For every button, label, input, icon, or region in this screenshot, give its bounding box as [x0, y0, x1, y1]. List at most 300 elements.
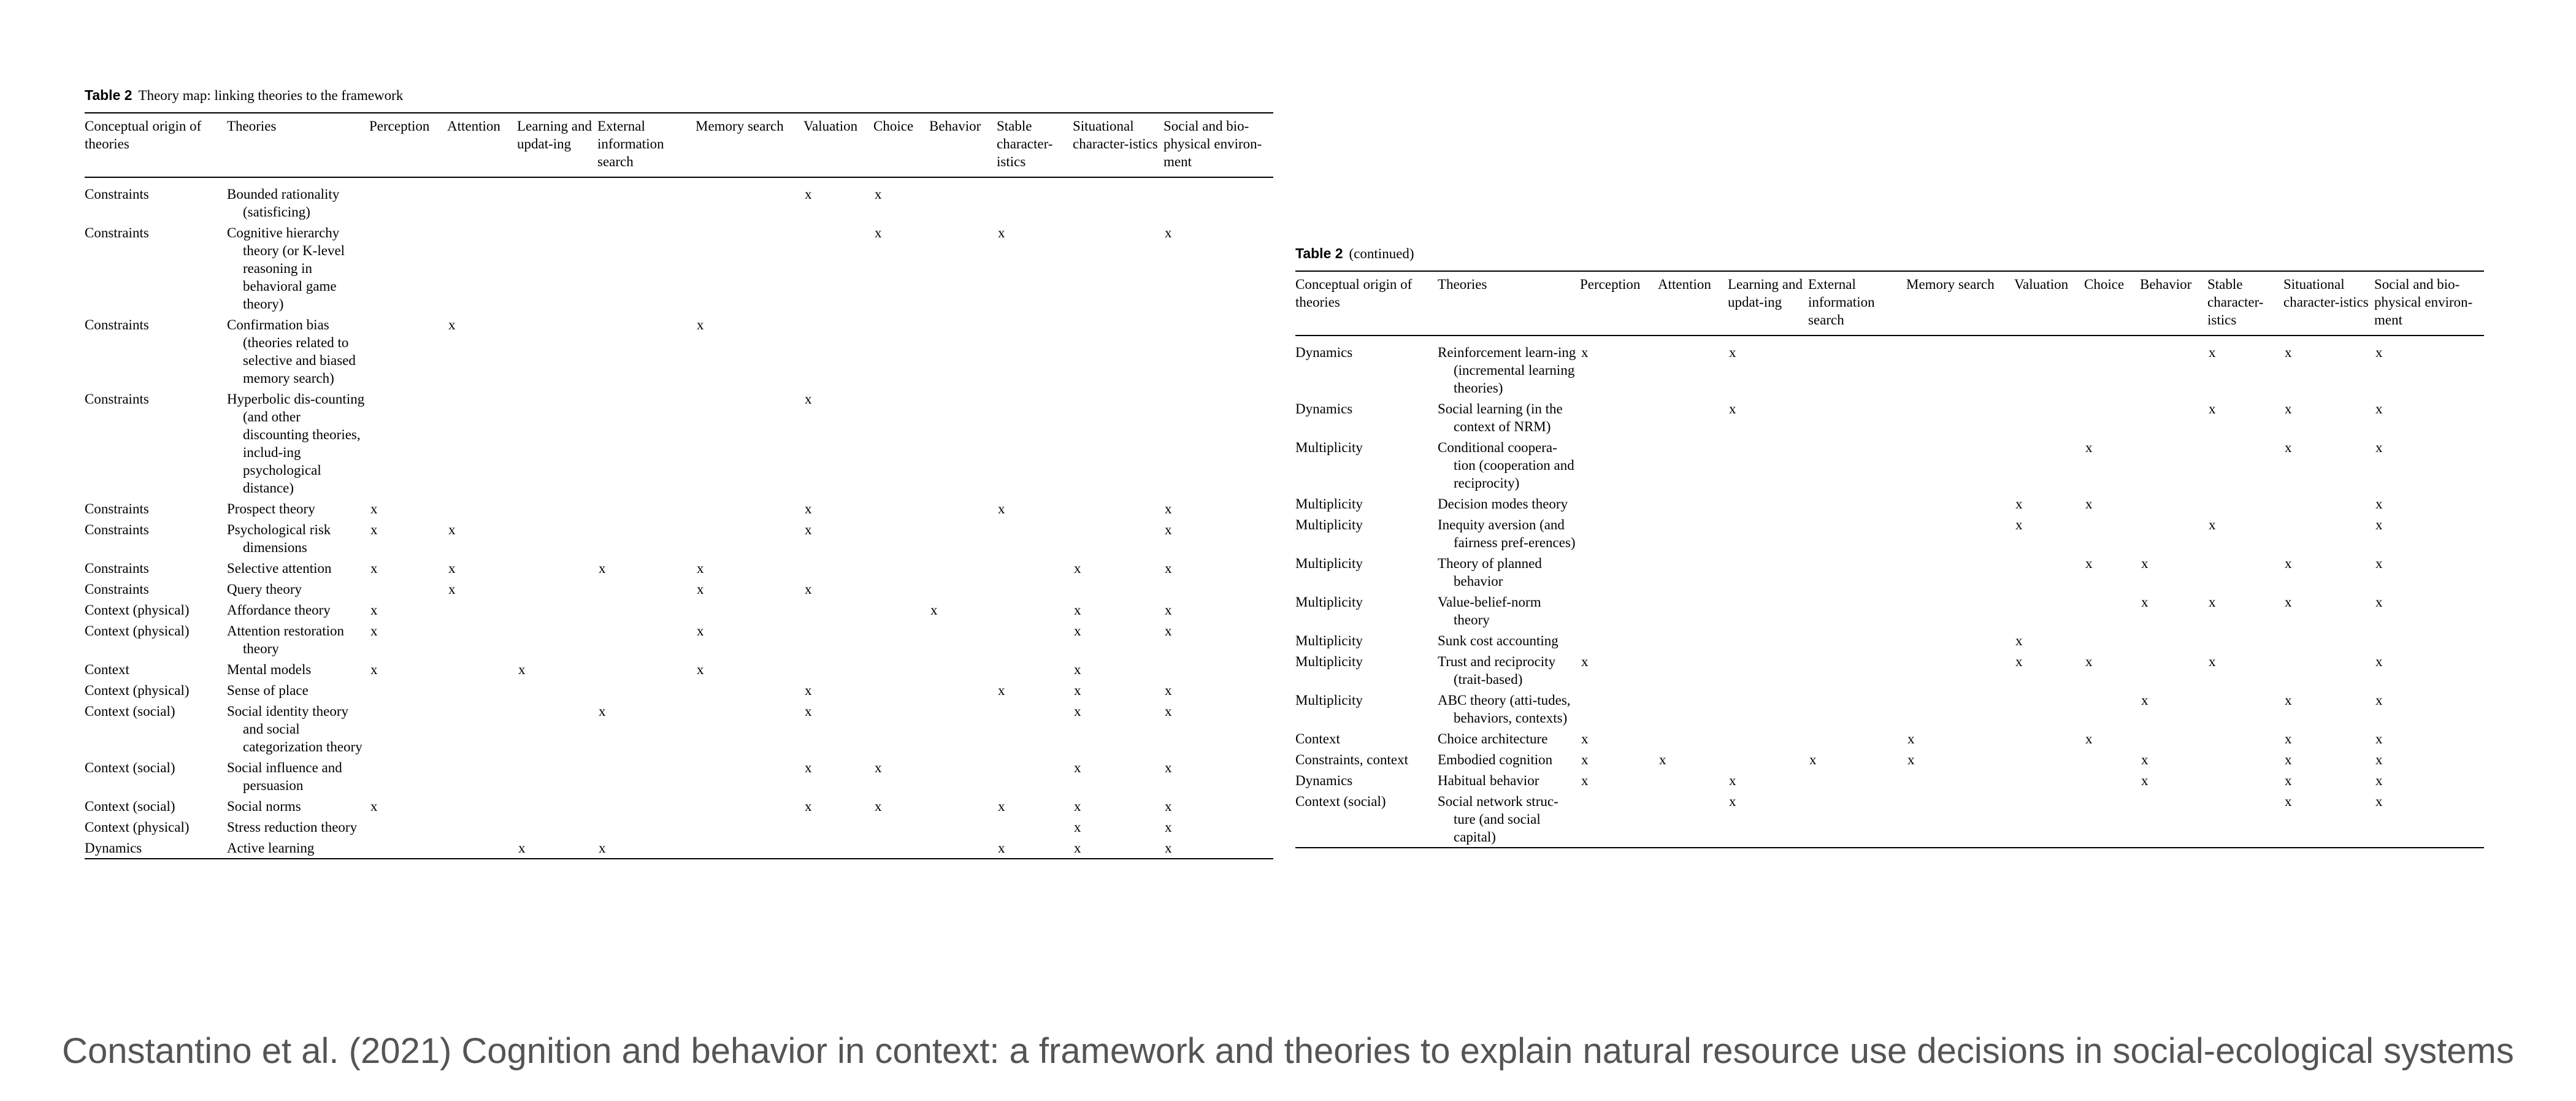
table-row: [1295, 749, 2484, 770]
mark-cell: x: [599, 561, 606, 576]
mark-cell: [517, 757, 597, 796]
table-panel-left: [85, 87, 1273, 859]
mark-cell: [1658, 493, 1728, 514]
origin-cell: Context (social): [1295, 794, 1386, 809]
mark-cell: [2140, 336, 2207, 398]
mark-cell: [369, 177, 447, 222]
mark-cell: [1808, 651, 1906, 689]
mark-cell: x: [2375, 594, 2383, 610]
mark-cell: [929, 757, 997, 796]
mark-cell: [1906, 493, 2014, 514]
mark-cell: x: [1729, 773, 1736, 788]
mark-cell: [873, 680, 929, 700]
theory-cell: Decision modes theory: [1438, 496, 1568, 512]
mark-cell: x: [1074, 602, 1081, 618]
mark-cell: [1658, 630, 1728, 651]
column-header: Behavior: [2140, 277, 2192, 292]
mark-cell: [1906, 791, 2014, 848]
mark-cell: [517, 700, 597, 757]
mark-cell: [997, 578, 1073, 599]
origin-cell: Dynamics: [1295, 345, 1353, 360]
mark-cell: [517, 177, 597, 222]
mark-cell: [1658, 689, 1728, 728]
mark-cell: [696, 388, 803, 498]
mark-cell: [1073, 498, 1163, 519]
column-header: Learning and updat-ing: [1728, 277, 1803, 310]
mark-cell: [517, 796, 597, 816]
mark-cell: x: [1165, 704, 1172, 719]
mark-cell: [2140, 398, 2207, 437]
mark-cell: [2140, 791, 2207, 848]
mark-cell: [2014, 749, 2084, 770]
theory-cell: Habitual behavior: [1438, 773, 1539, 788]
mark-cell: [2207, 493, 2283, 514]
mark-cell: [447, 757, 517, 796]
column-header: Attention: [447, 118, 500, 134]
mark-cell: [369, 314, 447, 388]
theory-cell: Social learning (in the context of NRM): [1438, 401, 1563, 434]
mark-cell: x: [805, 683, 812, 698]
mark-cell: x: [2015, 517, 2023, 532]
theory-cell: Attention restoration theory: [227, 623, 344, 656]
mark-cell: [2207, 791, 2283, 848]
mark-cell: [1808, 336, 1906, 398]
mark-cell: x: [1581, 731, 1589, 746]
mark-cell: [929, 837, 997, 859]
mark-cell: [1580, 437, 1658, 493]
mark-cell: x: [2015, 496, 2023, 512]
theory-cell: Embodied cognition: [1438, 752, 1553, 767]
mark-cell: [2207, 689, 2283, 728]
column-header: Conceptual origin of theories: [1295, 277, 1413, 310]
mark-cell: [1580, 553, 1658, 591]
mark-cell: [2014, 689, 2084, 728]
mark-cell: [447, 177, 517, 222]
theory-cell: Selective attention: [227, 561, 332, 576]
mark-cell: [597, 757, 696, 796]
mark-cell: [2084, 770, 2140, 791]
origin-cell: Context (social): [85, 799, 175, 814]
theory-map-table-continued: [1295, 270, 2484, 848]
theory-cell: Prospect theory: [227, 501, 315, 516]
mark-cell: [1728, 591, 1808, 630]
origin-cell: Multiplicity: [1295, 654, 1363, 669]
mark-cell: [1808, 770, 1906, 791]
mark-cell: [1728, 437, 1808, 493]
mark-cell: [1728, 630, 1808, 651]
mark-cell: [2207, 630, 2283, 651]
mark-cell: [2207, 553, 2283, 591]
theory-cell: Choice architecture: [1438, 731, 1548, 746]
mark-cell: [803, 816, 873, 837]
mark-cell: x: [1907, 731, 1915, 746]
mark-cell: [2084, 336, 2140, 398]
theory-cell: Psychological risk dimensions: [227, 522, 331, 555]
origin-cell: Context (physical): [85, 819, 190, 835]
mark-cell: [1728, 553, 1808, 591]
mark-cell: [1658, 398, 1728, 437]
mark-cell: x: [2375, 556, 2383, 571]
mark-cell: [517, 314, 597, 388]
mark-cell: [873, 816, 929, 837]
theory-cell: Sunk cost accounting: [1438, 633, 1558, 648]
mark-cell: [2014, 591, 2084, 630]
theory-cell: Conditional coopera-tion (cooperation and reciprocity): [1438, 440, 1574, 491]
origin-cell: Constraints, context: [1295, 752, 1408, 767]
table-row: [85, 222, 1273, 314]
mark-cell: [369, 816, 447, 837]
mark-cell: x: [2285, 345, 2292, 360]
column-header: Stable character-istics: [2207, 277, 2264, 328]
mark-cell: [517, 578, 597, 599]
table-row: [1295, 591, 2484, 630]
theory-map-table: [85, 112, 1273, 859]
table-row: [1295, 791, 2484, 848]
mark-cell: [2374, 630, 2484, 651]
mark-cell: [997, 314, 1073, 388]
mark-cell: [2140, 493, 2207, 514]
mark-cell: [1808, 728, 1906, 749]
origin-cell: Context (physical): [85, 623, 190, 639]
mark-cell: [369, 388, 447, 498]
mark-cell: [997, 757, 1073, 796]
mark-cell: x: [875, 760, 882, 775]
column-header: Perception: [369, 118, 430, 134]
mark-cell: [696, 757, 803, 796]
mark-cell: x: [1165, 840, 1172, 856]
mark-cell: x: [1165, 819, 1172, 835]
mark-cell: x: [2141, 773, 2149, 788]
column-header: External information search: [597, 118, 664, 169]
mark-cell: [517, 519, 597, 558]
mark-cell: [997, 659, 1073, 680]
mark-cell: [597, 816, 696, 837]
mark-cell: x: [697, 581, 704, 597]
mark-cell: [1906, 514, 2014, 553]
mark-cell: x: [998, 840, 1005, 856]
mark-cell: x: [2209, 654, 2216, 669]
mark-cell: [517, 388, 597, 498]
mark-cell: [2084, 791, 2140, 848]
origin-cell: Context (social): [85, 760, 175, 775]
column-header: Situational character-istics: [2283, 277, 2369, 310]
mark-cell: [1658, 553, 1728, 591]
table-caption: [85, 87, 1273, 104]
mark-cell: [1728, 651, 1808, 689]
mark-cell: [517, 558, 597, 578]
mark-cell: [696, 796, 803, 816]
column-header: Valuation: [803, 118, 858, 134]
mark-cell: [873, 498, 929, 519]
table-row: [85, 837, 1273, 859]
mark-cell: x: [2285, 556, 2292, 571]
origin-cell: Multiplicity: [1295, 556, 1363, 571]
mark-cell: x: [805, 391, 812, 407]
table-title: Theory map: linking theories to the framework: [138, 88, 404, 103]
mark-cell: x: [2141, 556, 2149, 571]
mark-cell: [1808, 514, 1906, 553]
mark-cell: [447, 498, 517, 519]
mark-cell: x: [1165, 623, 1172, 639]
mark-cell: [1808, 553, 1906, 591]
mark-cell: [1906, 770, 2014, 791]
theory-cell: Mental models: [227, 662, 312, 677]
table-row: [85, 700, 1273, 757]
mark-cell: x: [2209, 517, 2216, 532]
mark-cell: [873, 599, 929, 620]
mark-cell: [803, 558, 873, 578]
mark-cell: [2207, 437, 2283, 493]
mark-cell: [369, 837, 447, 859]
mark-cell: [2014, 553, 2084, 591]
mark-cell: x: [1074, 704, 1081, 719]
table-row: [85, 620, 1273, 659]
origin-cell: Context (physical): [85, 602, 190, 618]
origin-cell: Dynamics: [85, 840, 142, 856]
origin-cell: Multiplicity: [1295, 594, 1363, 610]
table-row: [85, 558, 1273, 578]
mark-cell: x: [2285, 594, 2292, 610]
mark-cell: x: [2285, 692, 2292, 708]
mark-cell: [1808, 437, 1906, 493]
mark-cell: [2283, 493, 2374, 514]
mark-cell: x: [1581, 345, 1589, 360]
mark-cell: x: [599, 840, 606, 856]
mark-cell: [597, 659, 696, 680]
mark-cell: [1163, 388, 1273, 498]
mark-cell: x: [2209, 345, 2216, 360]
mark-cell: x: [998, 683, 1005, 698]
mark-cell: [2283, 651, 2374, 689]
column-header: Social and bio-physical environ-ment: [1163, 118, 1262, 169]
theory-cell: Cognitive hierarchy theory (or K-level reasoning in behavioral game theory): [227, 225, 345, 312]
mark-cell: x: [2375, 654, 2383, 669]
table-body: [1295, 336, 2484, 848]
mark-cell: x: [1165, 225, 1172, 240]
mark-cell: x: [875, 799, 882, 814]
column-header: Choice: [873, 118, 914, 134]
mark-cell: [1163, 177, 1273, 222]
mark-cell: x: [1074, 561, 1081, 576]
mark-cell: [1658, 791, 1728, 848]
mark-cell: [2084, 398, 2140, 437]
column-header: Stable character-istics: [997, 118, 1053, 169]
column-header: Memory search: [696, 118, 784, 134]
mark-cell: x: [448, 522, 456, 537]
mark-cell: [517, 222, 597, 314]
mark-cell: [517, 816, 597, 837]
mark-cell: x: [2375, 345, 2383, 360]
mark-cell: [2014, 791, 2084, 848]
mark-cell: [929, 796, 997, 816]
mark-cell: [873, 659, 929, 680]
mark-cell: [597, 177, 696, 222]
mark-cell: [997, 816, 1073, 837]
mark-cell: [696, 519, 803, 558]
mark-cell: [929, 680, 997, 700]
mark-cell: x: [2141, 692, 2149, 708]
origin-cell: Constraints: [85, 501, 149, 516]
theory-cell: Social network struc-ture (and social capital): [1438, 794, 1558, 845]
table-row: [85, 388, 1273, 498]
origin-cell: Constraints: [85, 186, 149, 202]
mark-cell: x: [2285, 794, 2292, 809]
mark-cell: x: [1165, 602, 1172, 618]
mark-cell: x: [1074, 683, 1081, 698]
mark-cell: [517, 599, 597, 620]
mark-cell: [1163, 314, 1273, 388]
mark-cell: [1580, 791, 1658, 848]
origin-cell: Context: [85, 662, 129, 677]
mark-cell: [1906, 591, 2014, 630]
mark-cell: x: [370, 522, 378, 537]
mark-cell: [997, 558, 1073, 578]
mark-cell: x: [2375, 517, 2383, 532]
mark-cell: [929, 222, 997, 314]
theory-cell: Value-belief-norm theory: [1438, 594, 1541, 627]
mark-cell: x: [2285, 773, 2292, 788]
mark-cell: [696, 700, 803, 757]
mark-cell: [1658, 770, 1728, 791]
mark-cell: x: [1074, 662, 1081, 677]
origin-cell: Context (physical): [85, 683, 190, 698]
mark-cell: x: [805, 501, 812, 516]
theory-cell: ABC theory (atti-tudes, behaviors, contexts): [1438, 692, 1571, 726]
mark-cell: [447, 388, 517, 498]
mark-cell: [597, 796, 696, 816]
mark-cell: x: [1165, 501, 1172, 516]
mark-cell: [997, 519, 1073, 558]
column-header: Conceptual origin of theories: [85, 118, 202, 152]
theory-cell: Affordance theory: [227, 602, 331, 618]
mark-cell: [2140, 728, 2207, 749]
mark-cell: [696, 222, 803, 314]
mark-cell: [447, 659, 517, 680]
mark-cell: [929, 388, 997, 498]
mark-cell: x: [1074, 623, 1081, 639]
mark-cell: [803, 314, 873, 388]
mark-cell: x: [2375, 496, 2383, 512]
mark-cell: [2207, 749, 2283, 770]
mark-cell: x: [2375, 794, 2383, 809]
origin-cell: Context: [1295, 731, 1340, 746]
column-header: Theories: [227, 118, 277, 134]
table-row: [1295, 689, 2484, 728]
mark-cell: [1658, 591, 1728, 630]
mark-cell: [1808, 630, 1906, 651]
mark-cell: [2140, 437, 2207, 493]
mark-cell: [447, 837, 517, 859]
mark-cell: [2207, 770, 2283, 791]
mark-cell: x: [2141, 594, 2149, 610]
mark-cell: [803, 659, 873, 680]
table-row: [1295, 728, 2484, 749]
mark-cell: x: [1074, 840, 1081, 856]
mark-cell: x: [1165, 561, 1172, 576]
mark-cell: x: [370, 561, 378, 576]
mark-cell: [597, 222, 696, 314]
mark-cell: x: [1729, 345, 1736, 360]
mark-cell: x: [518, 840, 526, 856]
mark-cell: [1906, 437, 2014, 493]
mark-cell: [517, 498, 597, 519]
mark-cell: x: [448, 561, 456, 576]
origin-cell: Context (social): [85, 704, 175, 719]
origin-cell: Constraints: [85, 317, 149, 332]
table-row: [1295, 336, 2484, 398]
table-label: Table 2: [1295, 245, 1343, 261]
mark-cell: x: [1581, 654, 1589, 669]
mark-cell: [1728, 728, 1808, 749]
mark-cell: [1073, 519, 1163, 558]
mark-cell: [873, 314, 929, 388]
mark-cell: [447, 222, 517, 314]
mark-cell: [696, 680, 803, 700]
mark-cell: [1580, 398, 1658, 437]
mark-cell: [1906, 553, 2014, 591]
mark-cell: x: [2209, 594, 2216, 610]
mark-cell: [1580, 630, 1658, 651]
column-header: Memory search: [1906, 277, 1995, 292]
mark-cell: x: [448, 317, 456, 332]
mark-cell: [597, 680, 696, 700]
mark-cell: x: [2285, 752, 2292, 767]
mark-cell: x: [875, 186, 882, 202]
header-row: [1295, 271, 2484, 336]
mark-cell: [2014, 770, 2084, 791]
mark-cell: [873, 700, 929, 757]
mark-cell: [997, 700, 1073, 757]
mark-cell: [997, 599, 1073, 620]
mark-cell: x: [2375, 440, 2383, 455]
mark-cell: x: [2085, 654, 2093, 669]
mark-cell: x: [2375, 401, 2383, 416]
mark-cell: [1728, 749, 1808, 770]
mark-cell: [2140, 651, 2207, 689]
mark-cell: x: [1907, 752, 1915, 767]
mark-cell: [2014, 336, 2084, 398]
mark-cell: x: [1659, 752, 1666, 767]
theory-cell: Theory of planned behavior: [1438, 556, 1542, 589]
mark-cell: x: [1581, 752, 1589, 767]
mark-cell: [597, 388, 696, 498]
mark-cell: [447, 620, 517, 659]
mark-cell: x: [2015, 654, 2023, 669]
mark-cell: x: [1165, 683, 1172, 698]
mark-cell: [1808, 493, 1906, 514]
mark-cell: x: [1809, 752, 1817, 767]
mark-cell: [1728, 514, 1808, 553]
mark-cell: [2084, 749, 2140, 770]
mark-cell: [597, 620, 696, 659]
mark-cell: [2140, 514, 2207, 553]
mark-cell: x: [998, 501, 1005, 516]
table-label: Table 2: [85, 87, 132, 103]
table-row: [1295, 437, 2484, 493]
mark-cell: [1728, 493, 1808, 514]
mark-cell: x: [2209, 401, 2216, 416]
table-panel-right: [1295, 245, 2484, 848]
mark-cell: x: [370, 602, 378, 618]
mark-cell: x: [805, 581, 812, 597]
mark-cell: x: [370, 623, 378, 639]
mark-cell: x: [697, 662, 704, 677]
mark-cell: [696, 837, 803, 859]
table-row: [1295, 493, 2484, 514]
table-row: [1295, 770, 2484, 791]
mark-cell: x: [2141, 752, 2149, 767]
mark-cell: x: [805, 799, 812, 814]
